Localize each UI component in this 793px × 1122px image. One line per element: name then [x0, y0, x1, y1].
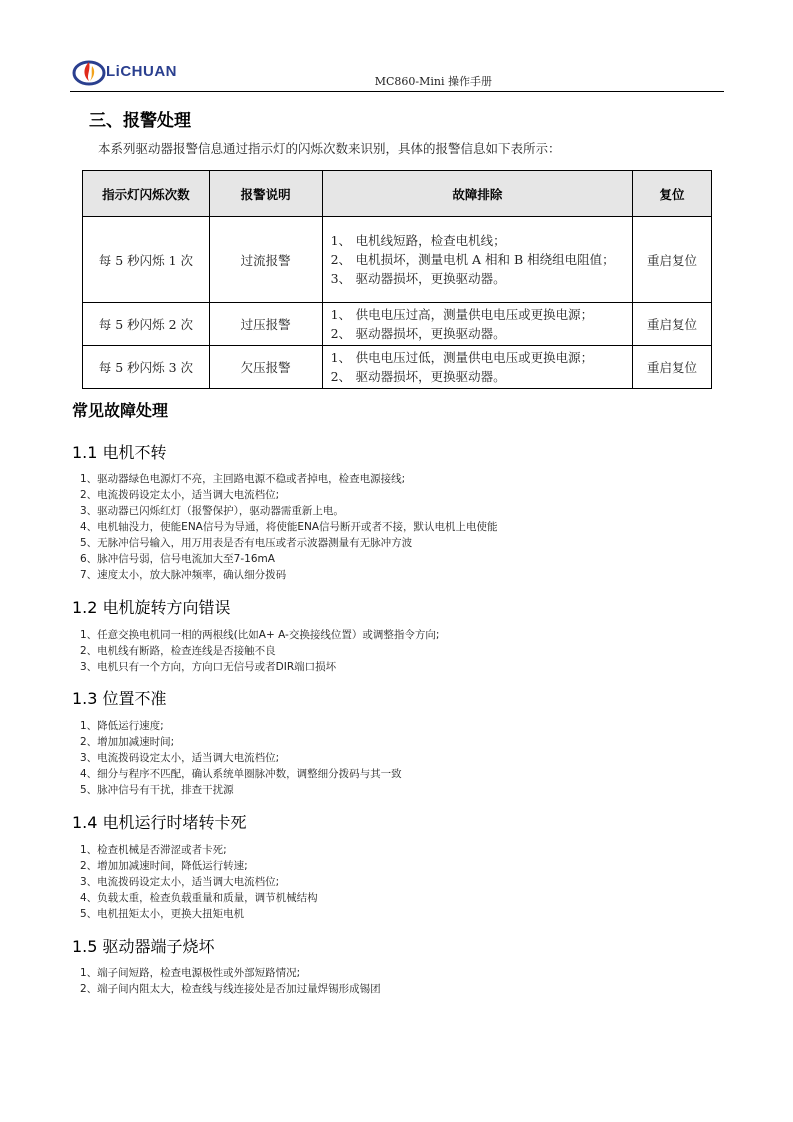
logo-flame-icon	[72, 57, 108, 87]
fault-list	[80, 718, 402, 798]
list-item: 3、电流拨码设定太小，适当调大电流档位;	[80, 752, 280, 764]
fix-item	[331, 324, 627, 343]
reset-cell: 重启复位	[633, 217, 712, 303]
fault-group-title: 1.4 电机运行时堵转卡死	[72, 813, 247, 832]
list-item: 4、电机轴没力，使能ENA信号为导通，将使能ENA信号断开或者不接，默认电机上电使能	[80, 521, 498, 533]
fix-cell	[322, 217, 633, 303]
list-item: 4、负载太重，检查负载重量和质量，调节机械结构	[80, 892, 318, 904]
list-item: 2、增加加减速时间，降低运行转速;	[80, 860, 248, 872]
section-title-alarm: 三、报警处理	[89, 111, 191, 131]
column-header: 复位	[633, 171, 712, 217]
fix-number: 1、	[330, 307, 352, 322]
fix-text: 供电电压过高，测量供电电压或更换电源；	[355, 307, 594, 322]
alarm-desc-cell: 过流报警	[209, 217, 322, 303]
alarm-desc-cell: 过压报警	[209, 303, 322, 346]
list-item: 2、电流拨码设定太小，适当调大电流档位;	[80, 489, 280, 501]
logo-text: LiCHUAN	[106, 63, 177, 80]
fix-cell	[322, 303, 633, 346]
fix-text: 驱动器损坏，更换驱动器。	[355, 326, 506, 341]
fix-number: 2、	[330, 326, 352, 341]
fix-text: 电机线短路，检查电机线；	[355, 233, 506, 248]
fault-group-title: 1.2 电机旋转方向错误	[72, 598, 231, 617]
fault-group-title: 1.3 位置不准	[72, 689, 167, 708]
fault-group-title: 1.1 电机不转	[72, 443, 167, 462]
section-intro: 本系列驱动器报警信息通过指示灯的闪烁次数来识别，具体的报警信息如下表所示：	[98, 141, 561, 156]
list-item: 3、电流拨码设定太小，适当调大电流档位;	[80, 876, 280, 888]
fault-group-title: 1.5 驱动器端子烧坏	[72, 937, 215, 956]
list-item: 3、电机只有一个方向，方向口无信号或者DIR端口损坏	[80, 661, 337, 673]
flash-count-cell: 每 5 秒闪烁 1 次	[83, 217, 210, 303]
list-item: 3、驱动器已闪烁红灯（报警保护），驱动器需重新上电。	[80, 505, 344, 517]
column-header: 故障排除	[322, 171, 633, 217]
column-header: 报警说明	[209, 171, 322, 217]
table-header-row	[83, 171, 712, 217]
list-item: 1、降低运行速度;	[80, 720, 164, 732]
fault-list	[80, 842, 318, 922]
list-item: 2、电机线有断路，检查连线是否接触不良	[80, 645, 276, 657]
fix-item	[331, 231, 627, 250]
section-title-faults: 常见故障处理	[72, 401, 169, 420]
fault-list	[80, 471, 498, 583]
fix-item	[331, 269, 627, 288]
fix-item	[331, 250, 627, 269]
fix-number: 1、	[330, 233, 352, 248]
table-row	[83, 346, 712, 389]
fix-number: 2、	[330, 369, 352, 384]
fix-number: 1、	[330, 350, 352, 365]
fault-list	[80, 965, 381, 997]
fix-item	[331, 367, 627, 386]
fix-text: 驱动器损坏，更换驱动器。	[355, 271, 506, 286]
list-item: 5、无脉冲信号输入，用万用表是否有电压或者示波器测量有无脉冲方波	[80, 537, 413, 549]
list-item: 1、端子间短路，检查电源极性或外部短路情况;	[80, 967, 301, 979]
fix-number: 3、	[330, 271, 352, 286]
reset-cell: 重启复位	[633, 346, 712, 389]
list-item: 2、增加加减速时间;	[80, 736, 175, 748]
page-header	[70, 54, 724, 92]
list-item: 5、脉冲信号有干扰，排查干扰源	[80, 784, 234, 796]
fix-number: 2、	[330, 252, 352, 267]
list-item: 1、驱动器绿色电源灯不亮，主回路电源不稳或者掉电，检查电源接线;	[80, 473, 406, 485]
column-header: 指示灯闪烁次数	[83, 171, 210, 217]
fix-item	[331, 305, 627, 324]
company-logo	[70, 54, 210, 88]
list-item: 6、脉冲信号弱，信号电流加大至7-16mA	[80, 553, 275, 565]
fix-item	[331, 348, 627, 367]
document-title: MC860-Mini 操作手册	[374, 75, 492, 88]
alarm-table	[82, 170, 712, 389]
fix-text: 驱动器损坏，更换驱动器。	[355, 369, 506, 384]
table-row	[83, 303, 712, 346]
list-item: 5、电机扭矩太小，更换大扭矩电机	[80, 908, 245, 920]
table-row	[83, 217, 712, 303]
fix-cell	[322, 346, 633, 389]
alarm-desc-cell: 欠压报警	[209, 346, 322, 389]
list-item: 1、检查机械是否滞涩或者卡死;	[80, 844, 227, 856]
fault-list	[80, 627, 439, 675]
list-item: 4、细分与程序不匹配，确认系统单圈脉冲数，调整细分拨码与其一致	[80, 768, 402, 780]
fix-text: 电机损坏，测量电机 A 相和 B 相绕组电阻值；	[355, 252, 615, 267]
list-item: 1、任意交换电机同一相的两根线(比如A+ A-交换接线位置）或调整指令方向;	[80, 629, 440, 641]
fix-text: 供电电压过低，测量供电电压或更换电源；	[355, 350, 594, 365]
flash-count-cell: 每 5 秒闪烁 3 次	[83, 346, 210, 389]
flash-count-cell: 每 5 秒闪烁 2 次	[83, 303, 210, 346]
reset-cell: 重启复位	[633, 303, 712, 346]
list-item: 7、速度太小，放大脉冲频率，确认细分拨码	[80, 569, 287, 581]
list-item: 2、端子间内阻太大，检查线与线连接处是否加过量焊锡形成锡团	[80, 983, 381, 995]
